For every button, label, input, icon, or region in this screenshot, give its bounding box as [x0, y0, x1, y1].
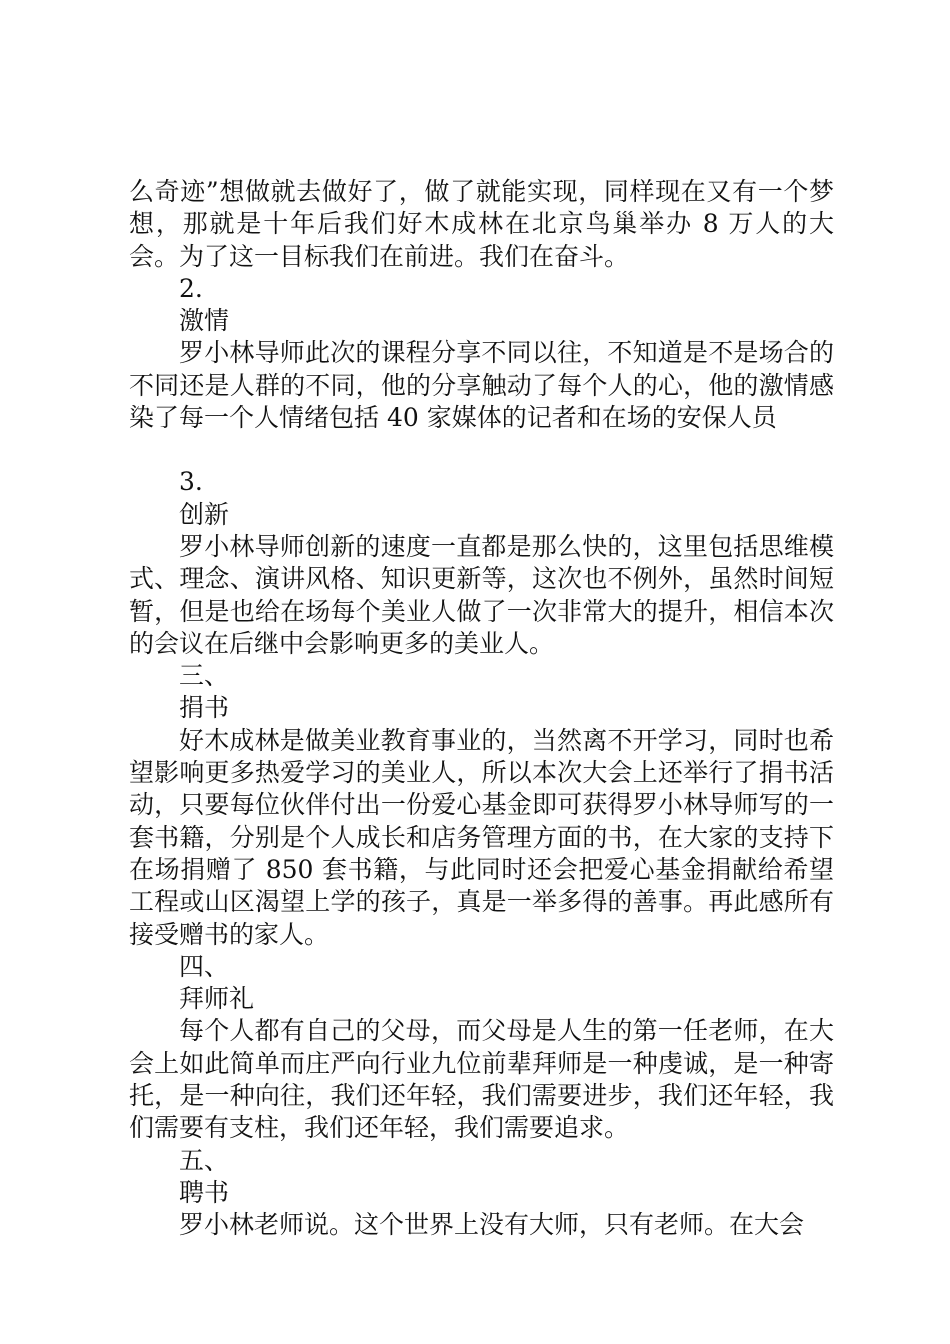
document-body [129, 176, 834, 1242]
section-heading-appointment-letter: 聘书 [179, 1177, 230, 1207]
blank-line [129, 434, 834, 466]
paragraph-appointment-letter: 罗小林老师说。这个世界上没有大师，只有老师。在大会 [179, 1210, 805, 1240]
paragraph-apprentice-ceremony: 每个人都有自己的父母，而父母是人生的第一任老师，在大会上如此简单而庄严向行业九位前辈拜师是一种虔诚，是一种寄托，是一种向往，我们还年轻，我们需要进步，我们还年轻，我们需要有支柱，我们还年轻，我们需要追求。 [129, 1016, 834, 1143]
section-heading-apprentice-ceremony: 拜师礼 [179, 984, 255, 1014]
section-heading-innovation: 创新 [179, 499, 230, 529]
section-heading-book-donation: 捐书 [179, 693, 230, 723]
section-number-four: 四、 [179, 951, 230, 981]
section-heading-passion: 激情 [179, 306, 230, 336]
section-number-2: 2. [179, 273, 203, 303]
paragraph-book-donation: 好木成林是做美业教育事业的，当然离不开学习，同时也希望影响更多热爱学习的美业人，所以本次大会上还举行了捐书活动，只要每位伙伴付出一份爱心基金即可获得罗小林导师写的一套书籍，分别是个人成长和店务管理方面的书，在大家的支持下在场捐赠了 850 套书籍，与此同时还会把爱心基金捐献给希望工程或山区渴望上学的孩子，真是一举多得的善事。再此感所有接受赠书的家人。 [129, 725, 834, 949]
paragraph-dream: 么奇迹”想做就去做好了，做了就能实现，同样现在又有一个梦想，那就是十年后我们好木成林在北京鸟巢举办 8 万人的大会。为了这一目标我们在前进。我们在奋斗。 [129, 177, 834, 271]
section-number-3: 3. [179, 467, 203, 497]
section-number-five: 五、 [179, 1145, 230, 1175]
section-number-three: 三、 [179, 661, 230, 691]
paragraph-passion: 罗小林导师此次的课程分享不同以往，不知道是不是场合的不同还是人群的不同，他的分享触动了每个人的心，他的激情感染了每一个人情绪包括 40 家媒体的记者和在场的安保人员 [129, 338, 834, 433]
paragraph-innovation: 罗小林导师创新的速度一直都是那么快的，这里包括思维模式、理念、演讲风格、知识更新等，这次也不例外，虽然时间短暂，但是也给在场每个美业人做了一次非常大的提升，相信本次的会议在后继中会影响更多的美业人。 [129, 531, 834, 658]
